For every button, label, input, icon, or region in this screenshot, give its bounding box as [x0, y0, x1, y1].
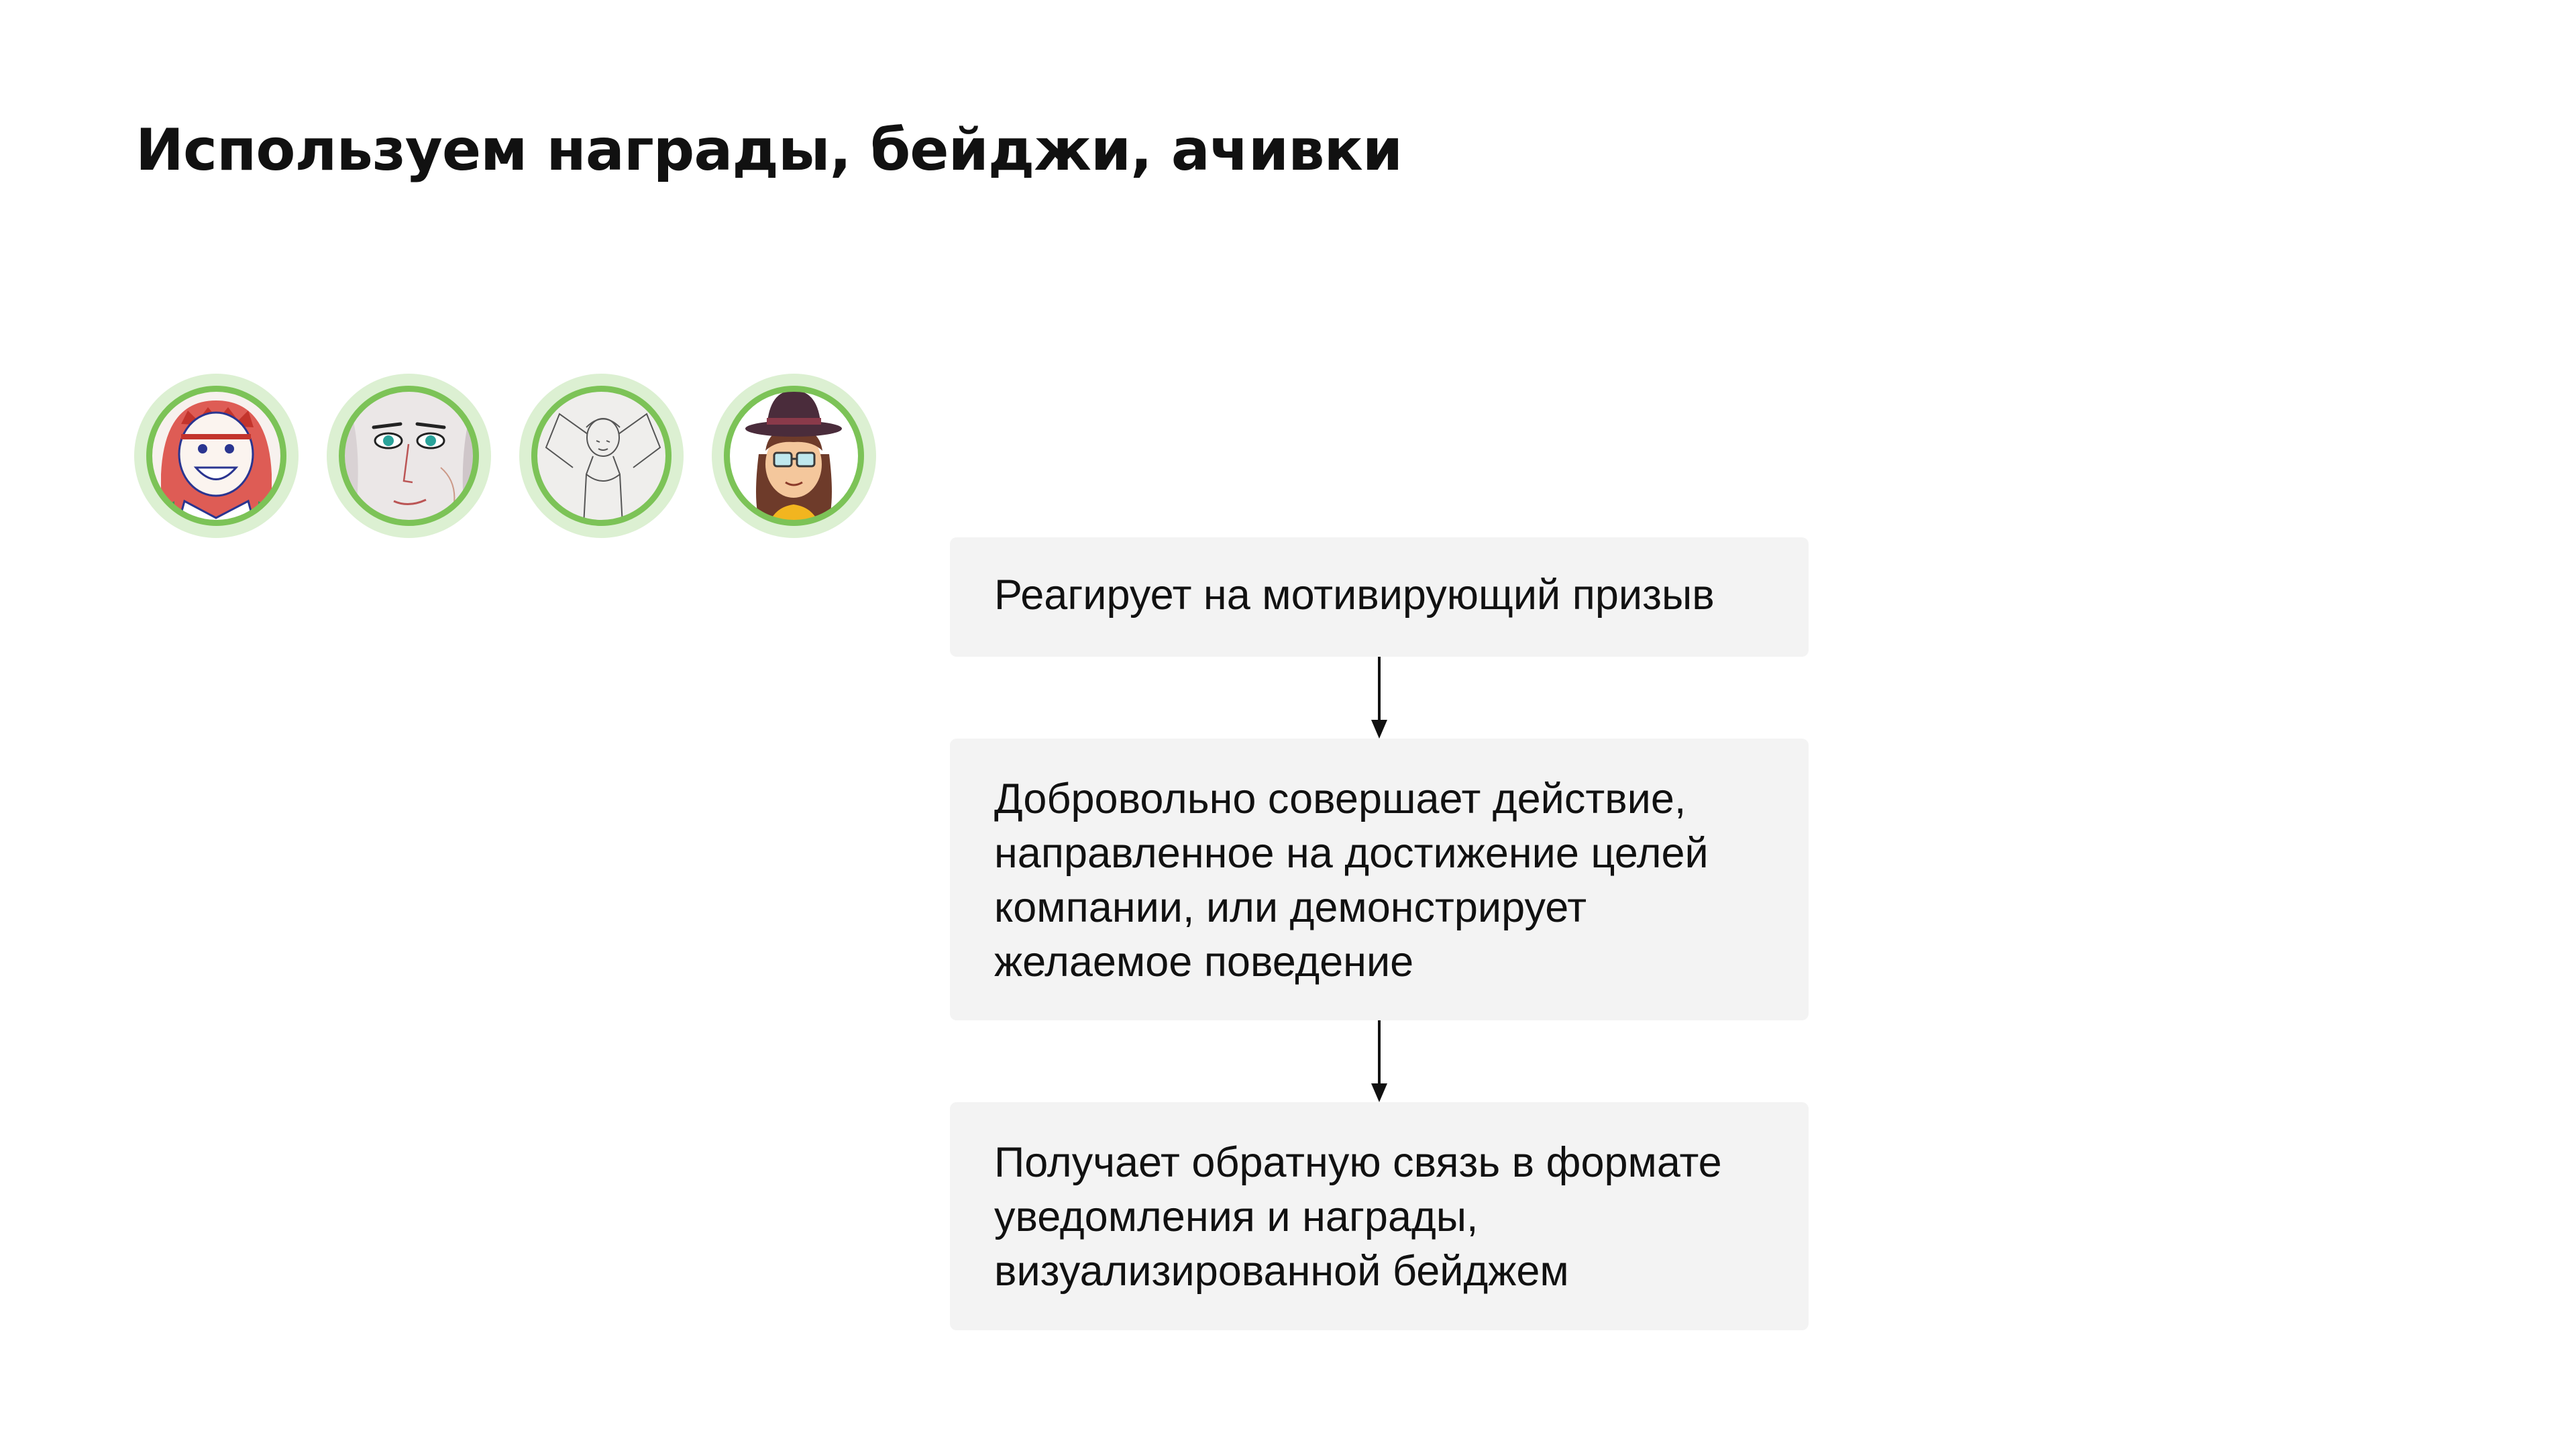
badge-girl-hat-glasses: [712, 374, 876, 538]
flow-step-voluntary-action: [950, 739, 1809, 1020]
flow-step-text: Реагирует на мотивирующий призыв: [994, 572, 1715, 619]
down-arrow-icon: [1371, 657, 1387, 739]
red-hair-girl-icon: [134, 374, 299, 538]
flow-step-receive-feedback: [950, 1102, 1809, 1330]
down-arrow-icon: [1371, 1020, 1387, 1102]
badge-pencil-sketch: [519, 374, 684, 538]
flow-step-text: Добровольно совершает действие, направленное на достижение целей компании, или демонстрирует желаемое поведение: [994, 775, 1709, 985]
girl-hat-glasses-icon: [712, 374, 876, 538]
flow-step-text: Получает обратную связь в формате уведомления и награды, визуализированной бейджем: [994, 1139, 1722, 1295]
flow-step-react-to-call: [950, 537, 1809, 657]
pencil-sketch-figure-icon: [519, 374, 684, 538]
badge-green-eyes-drawing: [327, 374, 491, 538]
slide-title: Используем награды, бейджи, ачивки: [136, 117, 1403, 184]
green-eyes-face-icon: [327, 374, 491, 538]
badge-red-hair-drawing: [134, 374, 299, 538]
badge-row: [134, 374, 872, 541]
